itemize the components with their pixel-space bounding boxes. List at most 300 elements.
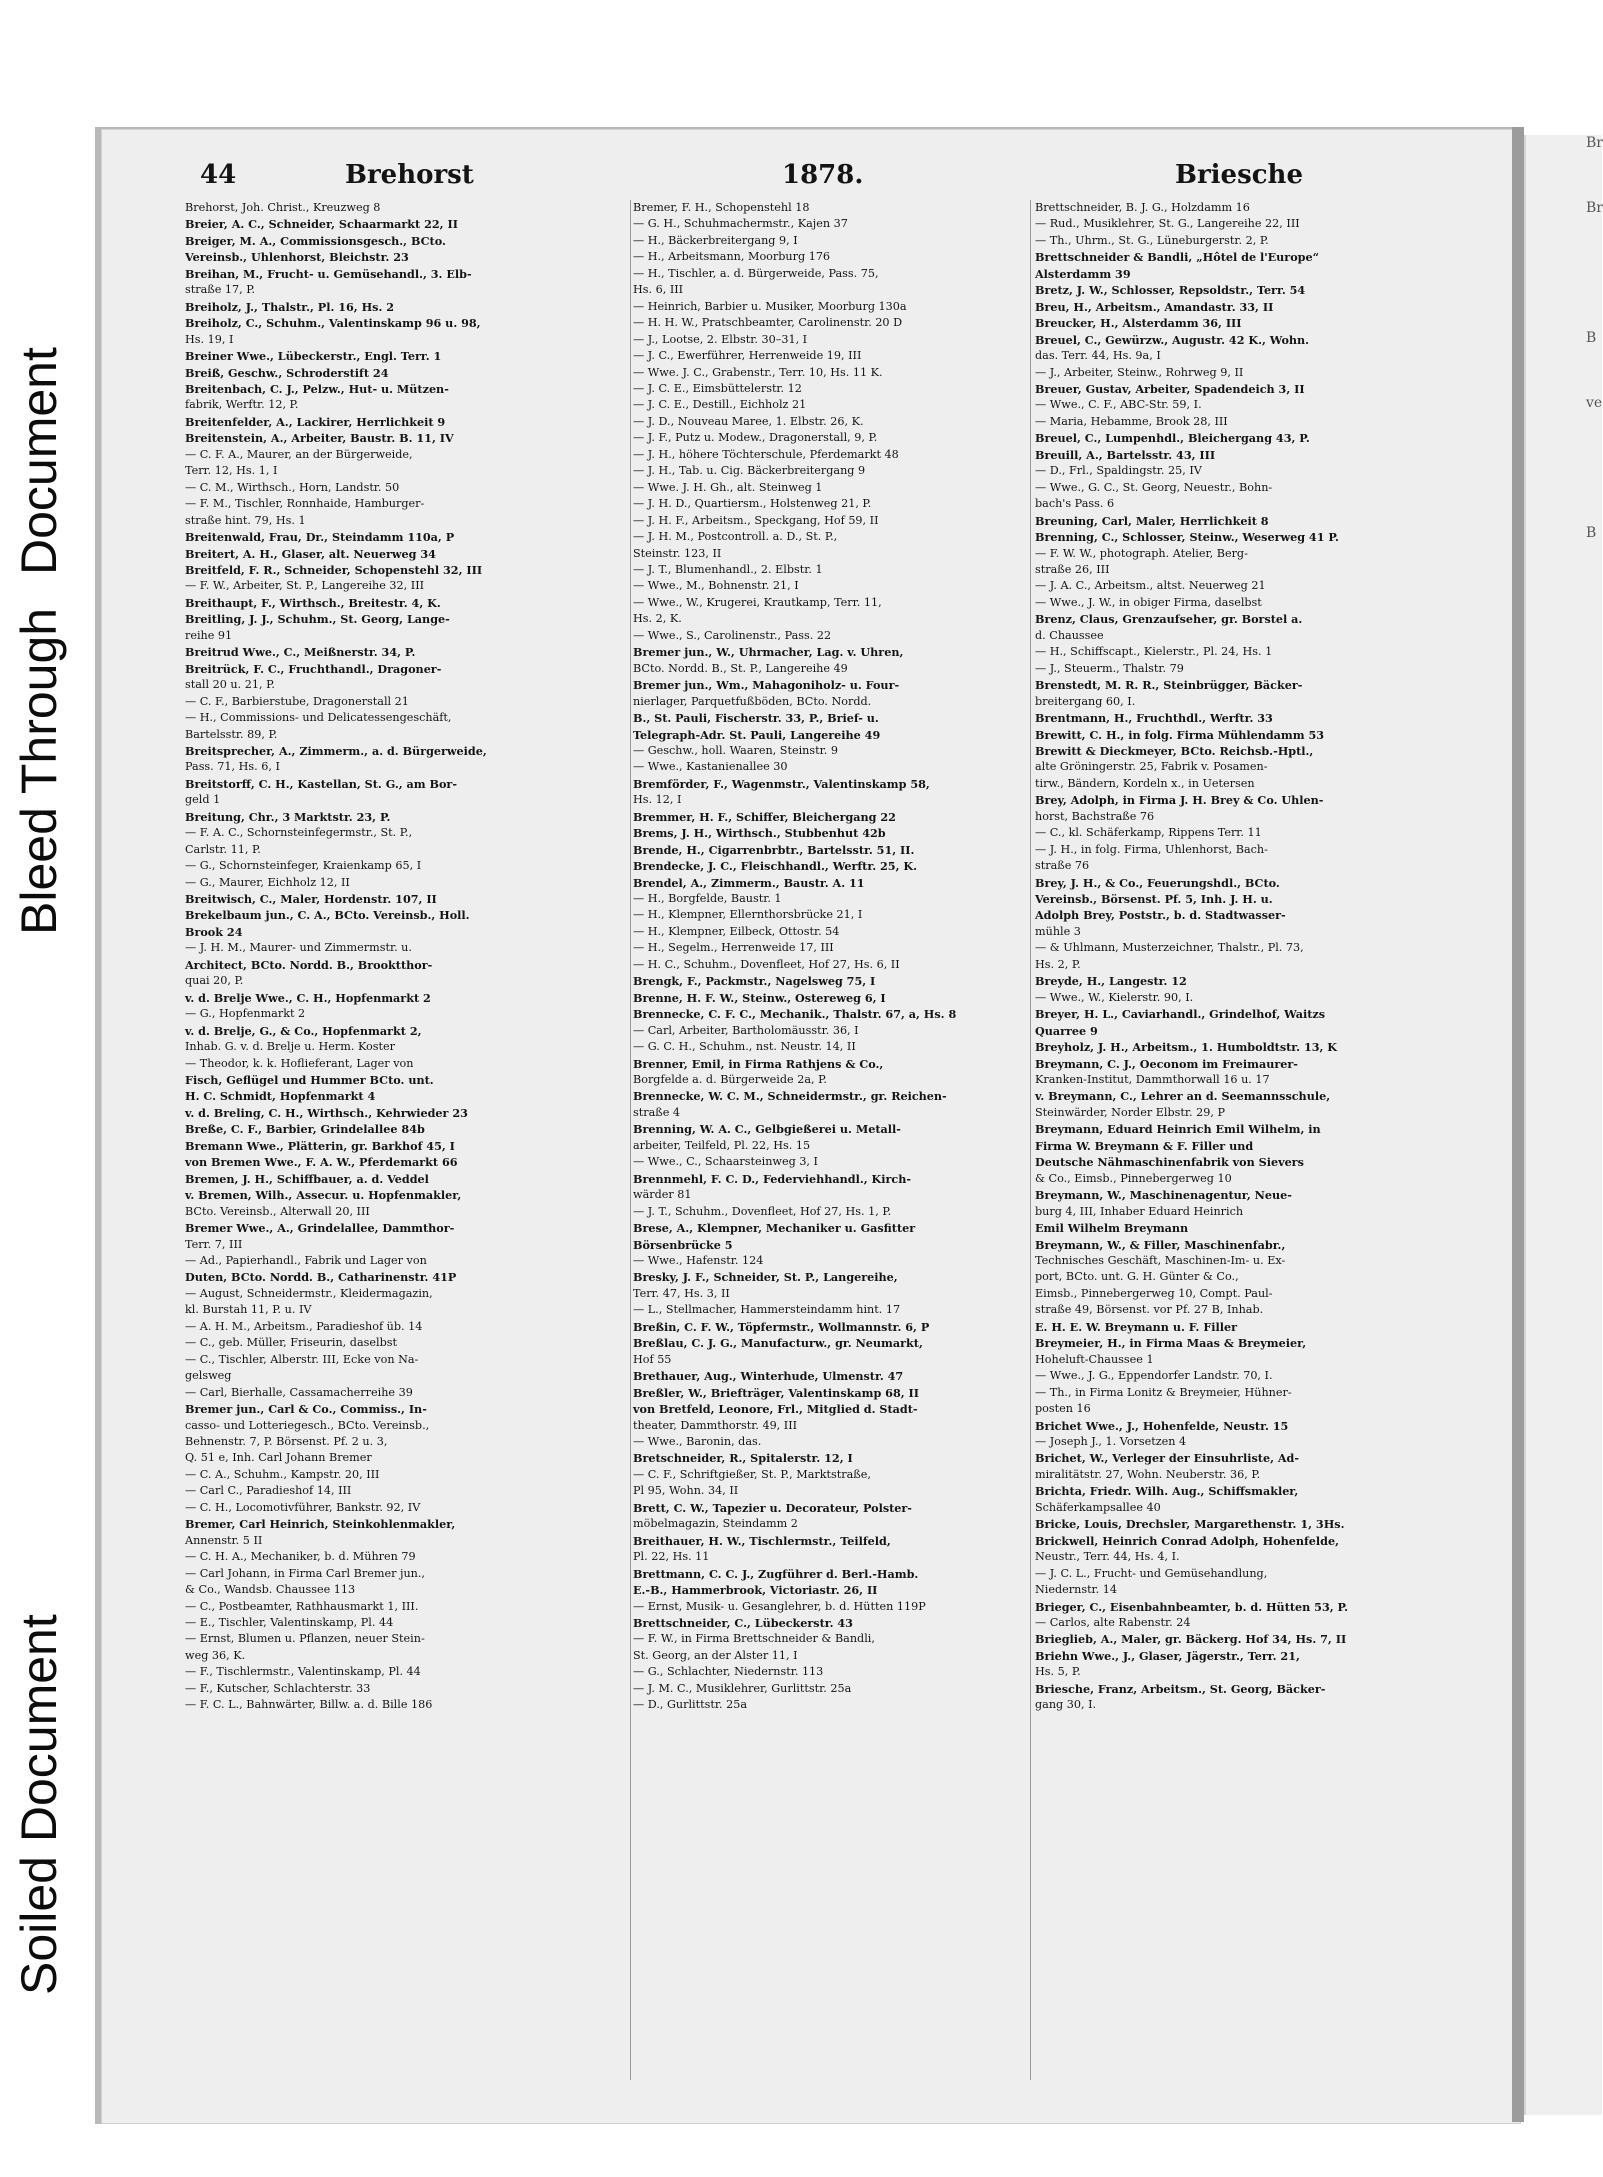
directory-entry: Alsterdamm 39 <box>1035 266 1131 281</box>
directory-entry: — H., Klempner, Ellernthorsbrücke 21, I <box>633 908 863 922</box>
directory-entry: BCto. Nordd. B., St. P., Langereihe 49 <box>633 661 848 675</box>
directory-entry: Bresky, J. F., Schneider, St. P., Langereihe, <box>633 1270 898 1285</box>
directory-entry: Breiger, M. A., Commissionsgesch., BCto. <box>185 233 446 248</box>
next-page-fragment <box>1526 915 1602 980</box>
directory-entry: Terr. 47, Hs. 3, II <box>633 1286 730 1300</box>
directory-entry: straße 26, III <box>1035 562 1110 576</box>
directory-entry: Hs. 19, I <box>185 332 234 346</box>
directory-entry: Brichet Wwe., J., Hohenfelde, Neustr. 15 <box>1035 1418 1289 1433</box>
directory-entry: straße 4 <box>633 1105 681 1119</box>
directory-entry: Bremann Wwe., Plätterin, gr. Barkhof 45, I <box>185 1138 455 1153</box>
directory-entry: — C., kl. Schäferkamp, Rippens Terr. 11 <box>1035 826 1262 840</box>
directory-entry: — Wwe., J. G., Eppendorfer Landstr. 70, I. <box>1035 1369 1273 1383</box>
directory-entry: B., St. Pauli, Fischerstr. 33, P., Brief- u. <box>633 711 879 726</box>
directory-entry: — Ernst, Musik- u. Gesanglehrer, b. d. Hütten 119P <box>633 1599 926 1613</box>
directory-entry: Brett, C. W., Tapezier u. Decorateur, Polster- <box>633 1500 912 1515</box>
directory-entry: Breithaupt, F., Wirthsch., Breitestr. 4, K. <box>185 595 441 610</box>
directory-entry: — Carl, Arbeiter, Bartholomäusstr. 36, I <box>633 1023 859 1037</box>
directory-entry: Brendel, A., Zimmerm., Baustr. A. 11 <box>633 875 865 890</box>
directory-entry: miralitätstr. 27, Wohn. Neuberstr. 36, P. <box>1035 1467 1261 1481</box>
directory-entry: — Wwe., Baronin, das. <box>633 1434 762 1448</box>
directory-entry: Brettschneider, C., Lübeckerstr. 43 <box>633 1615 853 1630</box>
directory-entry: Emil Wilhelm Breymann <box>1035 1221 1189 1236</box>
directory-entry: Brewitt & Dieckmeyer, BCto. Reichsb.-Hptl., <box>1035 743 1314 758</box>
directory-entry: Breitenfelder, A., Lackirer, Herrlichkeit 9 <box>185 414 446 429</box>
directory-entry: Briehn Wwe., J., Glaser, Jägerstr., Terr. 21, <box>1035 1648 1300 1663</box>
directory-entry: Breymann, Eduard Heinrich Emil Wilhelm, in <box>1035 1122 1321 1137</box>
next-page-edge <box>1524 135 1602 2115</box>
directory-entry: — Wwe., C., Schaarsteinweg 3, I <box>633 1155 818 1169</box>
directory-entry: Breiholz, J., Thalstr., Pl. 16, Hs. 2 <box>185 299 395 314</box>
next-page-fragment: B <box>1586 525 1597 541</box>
directory-entry: — F. W. W., photograph. Atelier, Berg- <box>1035 546 1248 560</box>
directory-entry: Breyholz, J. H., Arbeitsm., 1. Humboldtstr. 13, K <box>1035 1040 1338 1055</box>
directory-entry: Brettschneider & Bandli, „Hôtel de l'Europe“ <box>1035 250 1320 265</box>
directory-entry: Bremer jun., Carl & Co., Commiss., In- <box>185 1402 427 1417</box>
directory-entry: Bremer Wwe., A., Grindelallee, Dammthor- <box>185 1221 455 1236</box>
year-heading: 1878. <box>782 160 864 190</box>
directory-entry: — C., Tischler, Alberstr. III, Ecke von Na- <box>185 1352 419 1366</box>
directory-entry: Breitenwald, Frau, Dr., Steindamm 110a, P <box>185 530 455 545</box>
directory-entry: Brichta, Friedr. Wilh. Aug., Schiffsmakler, <box>1035 1484 1299 1499</box>
directory-entry: — Carl, Bierhalle, Cassamacherreihe 39 <box>185 1385 413 1399</box>
directory-entry: — J. H. D., Quartiersm., Holstenweg 21, P. <box>633 497 872 511</box>
directory-entry: Breymann, W., Maschinenagentur, Neue- <box>1035 1188 1292 1203</box>
directory-entry: burg 4, III, Inhaber Eduard Heinrich <box>1035 1204 1244 1218</box>
directory-entry: nierlager, Parquetfußböden, BCto. Nordd. <box>633 694 872 708</box>
directory-entry: Breymeier, H., in Firma Maas & Breymeier, <box>1035 1336 1307 1351</box>
directory-entry: Brenstedt, M. R. R., Steinbrügger, Bäcker- <box>1035 678 1303 693</box>
directory-entry: tirw., Bändern, Kordeln x., in Uetersen <box>1035 776 1255 790</box>
right-keyword: Briesche <box>1175 160 1304 190</box>
directory-entry: Hs. 5, P. <box>1035 1665 1081 1679</box>
directory-entry: — J. C. E., Destill., Eichholz 21 <box>633 398 807 412</box>
directory-entry: Breitsprecher, A., Zimmerm., a. d. Bürgerweide, <box>185 743 487 758</box>
directory-entry: casso- und Lotteriegesch., BCto. Vereinsb., <box>185 1418 430 1432</box>
next-page-fragment <box>1526 720 1602 785</box>
directory-entry: Brehorst, Joh. Christ., Kreuzweg 8 <box>185 201 381 214</box>
directory-entry: Brewitt, C. H., in folg. Firma Mühlendamm 53 <box>1035 727 1325 742</box>
directory-entry: — Carl Johann, in Firma Carl Bremer jun., <box>185 1566 425 1580</box>
directory-entry: — D., Frl., Spaldingstr. 25, IV <box>1035 464 1202 478</box>
directory-entry: Breuel, C., Gewürzw., Augustr. 42 K., Wohn. <box>1035 332 1310 347</box>
directory-entry: Brey, J. H., & Co., Feuerungshdl., BCto. <box>1035 875 1280 890</box>
next-page-fragment: Br <box>1586 135 1603 151</box>
directory-entry: Breyde, H., Langestr. 12 <box>1035 974 1187 989</box>
directory-entry: Breuel, C., Lumpenhdl., Bleichergang 43, P. <box>1035 431 1310 446</box>
directory-entry: straße 49, Börsenst. vor Pf. 27 B, Inhab. <box>1035 1303 1264 1317</box>
directory-entry: — H., Bäckerbreitergang 9, I <box>633 233 798 247</box>
directory-entry: Brennecke, C. F. C., Mechanik., Thalstr. 67, a, Hs. 8 <box>633 1007 957 1022</box>
directory-entry: Brese, A., Klempner, Mechaniker u. Gasfitter <box>633 1221 916 1236</box>
directory-entry: — C. M., Wirthsch., Horn, Landstr. 50 <box>185 480 400 494</box>
directory-entry: — C. F., Schriftgießer, St. P., Marktstraße, <box>633 1467 871 1481</box>
directory-entry: Brentmann, H., Fruchthdl., Werftr. 33 <box>1035 711 1273 726</box>
directory-entry: E. H. E. W. Breymann u. F. Filler <box>1035 1319 1238 1334</box>
directory-entry: das. Terr. 44, Hs. 9a, I <box>1035 349 1161 363</box>
directory-entry: — Wwe., C. F., ABC-Str. 59, I. <box>1035 398 1202 412</box>
directory-entry: Börsenbrücke 5 <box>633 1237 733 1252</box>
directory-entry: — Ernst, Blumen u. Pflanzen, neuer Stein- <box>185 1632 425 1646</box>
directory-entry: Brennecke, W. C. M., Schneidermstr., gr. Reichen- <box>633 1089 947 1104</box>
directory-entry: — C., Postbeamter, Rathhausmarkt 1, III. <box>185 1599 419 1613</box>
next-page-fragment: Br <box>1586 200 1603 216</box>
directory-entry: Adolph Brey, Poststr., b. d. Stadtwasser- <box>1035 908 1286 923</box>
directory-entry: Bartelsstr. 89, P. <box>185 727 278 741</box>
directory-entry: Breitrud Wwe., C., Meißnerstr. 34, P. <box>185 645 416 660</box>
directory-entry: — Joseph J., 1. Vorsetzen 4 <box>1035 1434 1187 1448</box>
directory-entry: — Geschw., holl. Waaren, Steinstr. 9 <box>633 743 838 757</box>
stamp-document: Document <box>11 347 67 575</box>
directory-entry: — Wwe. J. H. Gh., alt. Steinweg 1 <box>633 480 823 494</box>
directory-entry: theater, Dammthorstr. 49, III <box>633 1418 798 1432</box>
directory-entry: — C. F. A., Maurer, an der Bürgerweide, <box>185 447 413 461</box>
directory-entry: Breymann, W., & Filler, Maschinenfabr., <box>1035 1237 1286 1252</box>
directory-entry: — J. T., Blumenhandl., 2. Elbstr. 1 <box>633 562 823 576</box>
directory-entry: Terr. 12, Hs. 1, I <box>185 464 278 478</box>
directory-entry: Breßlau, C. J. G., Manufacturw., gr. Neumarkt, <box>633 1336 923 1351</box>
directory-entry: Breuning, Carl, Maler, Herrlichkeit 8 <box>1035 513 1269 528</box>
directory-entry: d. Chaussee <box>1035 628 1104 642</box>
directory-entry: — J. H. F., Arbeitsm., Speckgang, Hof 59, II <box>633 513 879 527</box>
directory-entry: — J. H. M., Maurer- und Zimmermstr. u. <box>185 941 412 955</box>
directory-entry: — J. C. E., Eimsbüttelerstr. 12 <box>633 381 802 395</box>
directory-entry: v. d. Brelje Wwe., C. H., Hopfenmarkt 2 <box>185 990 431 1005</box>
directory-entry: Bricke, Louis, Drechsler, Margarethenstr. 1, 3Hs. <box>1035 1517 1345 1532</box>
directory-entry: Terr. 7, III <box>185 1237 243 1251</box>
directory-entry: Q. 51 e, Inh. Carl Johann Bremer <box>185 1451 372 1465</box>
side-stamp <box>0 347 70 2025</box>
directory-entry: Inhab. G. v. d. Brelje u. Herm. Koster <box>185 1040 395 1054</box>
directory-entry: — F. A. C., Schornsteinfegermstr., St. P., <box>185 826 413 840</box>
directory-entry: — J. H. M., Postcontroll. a. D., St. P., <box>633 530 838 544</box>
directory-entry: Breitling, J. J., Schuhm., St. Georg, Lange- <box>185 612 450 627</box>
directory-entry: Niedernstr. 14 <box>1035 1583 1118 1597</box>
directory-entry: — J. D., Nouveau Maree, 1. Elbstr. 26, K. <box>633 414 864 428</box>
directory-entry: — Wwe., W., Krugerei, Krautkamp, Terr. 11, <box>633 595 882 609</box>
directory-entry: H. C. Schmidt, Hopfenmarkt 4 <box>185 1089 376 1104</box>
directory-entry: — H., Klempner, Eilbeck, Ottostr. 54 <box>633 924 840 938</box>
directory-entry: — H., Segelm., Herrenweide 17, III <box>633 941 834 955</box>
directory-entry: — G., Schlachter, Niedernstr. 113 <box>633 1665 824 1679</box>
directory-entry: Breitert, A. H., Glaser, alt. Neuerweg 34 <box>185 546 436 561</box>
directory-entry: Breitrück, F. C., Fruchthandl., Dragoner- <box>185 661 442 676</box>
directory-entry: — H., Tischler, a. d. Bürgerweide, Pass. 75, <box>633 266 879 280</box>
directory-entry: gang 30, I. <box>1035 1698 1097 1712</box>
directory-entry: — C., geb. Müller, Friseurin, daselbst <box>185 1336 397 1350</box>
directory-entry: posten 16 <box>1035 1402 1091 1416</box>
directory-entry: Kranken-Institut, Dammthorwall 16 u. 17 <box>1035 1073 1270 1087</box>
directory-entry: Breße, C. F., Barbier, Grindelallee 84b <box>185 1122 425 1137</box>
directory-entry: Bremer jun., W., Uhrmacher, Lag. v. Uhren, <box>633 645 904 660</box>
directory-entry: Breyer, H. L., Caviarhandl., Grindelhof, Waitzs <box>1035 1007 1326 1022</box>
directory-entry: Breitstorff, C. H., Kastellan, St. G., am Bor- <box>185 776 457 791</box>
directory-entry: & Co., Wandsb. Chaussee 113 <box>185 1583 356 1597</box>
directory-entry: Borgfelde a. d. Bürgerweide 2a, P. <box>633 1073 827 1087</box>
directory-entry: — Wwe., Kastanienallee 30 <box>633 760 788 774</box>
directory-entry: reihe 91 <box>185 628 233 642</box>
stamp-soiled-document: Soiled Document <box>11 1614 67 1995</box>
directory-entry: horst, Bachstraße 76 <box>1035 809 1155 823</box>
directory-entry: Pass. 71, Hs. 6, I <box>185 760 280 774</box>
directory-entry: Brethauer, Aug., Winterhude, Ulmenstr. 47 <box>633 1369 904 1384</box>
directory-entry: Breitenbach, C. J., Pelzw., Hut- u. Mützen- <box>185 381 449 396</box>
directory-entry: kl. Burstah 11, P. u. IV <box>185 1303 312 1317</box>
directory-entry: — Wwe., J. W., in obiger Firma, daselbst <box>1035 595 1262 609</box>
directory-entry: Annenstr. 5 II <box>185 1533 263 1547</box>
directory-entry: Brenz, Claus, Grenzaufseher, gr. Borstel a. <box>1035 612 1303 627</box>
next-page-fragment <box>1526 590 1602 655</box>
directory-entry: Breucker, H., Alsterdamm 36, III <box>1035 316 1242 331</box>
directory-entry: straße 17, P. <box>185 283 256 297</box>
directory-entry: Brey, Adolph, in Firma J. H. Brey & Co. Uhlen- <box>1035 793 1324 808</box>
directory-entry: Hs. 2, K. <box>633 612 682 626</box>
directory-entry: — Rud., Musiklehrer, St. G., Langereihe 22, III <box>1035 217 1300 231</box>
directory-entry: stall 20 u. 21, P. <box>185 678 275 692</box>
directory-entry: Breitfeld, F. R., Schneider, Schopenstehl 32, III <box>185 562 483 577</box>
directory-entry: — F. M., Tischler, Ronnhaide, Hamburger- <box>185 497 425 511</box>
directory-entry: Brenne, H. F. W., Steinw., Ostereweg 6, I <box>633 990 886 1005</box>
next-page-fragment <box>1526 265 1602 330</box>
directory-entry: Vereinsb., Uhlenhorst, Bleichstr. 23 <box>185 250 409 265</box>
directory-entry: — J. H., höhere Töchterschule, Pferdemarkt 48 <box>633 447 899 461</box>
directory-entry: — G. C. H., Schuhm., nst. Neustr. 14, II <box>633 1040 856 1054</box>
directory-entry: Hoheluft-Chaussee 1 <box>1035 1352 1154 1366</box>
directory-entry: — H., Borgfelde, Baustr. 1 <box>633 892 782 906</box>
directory-column-left <box>185 200 625 1714</box>
directory-entry: Brettmann, C. C. J., Zugführer d. Berl.-Hamb. <box>633 1566 919 1581</box>
directory-entry: Hs. 12, I <box>633 793 682 807</box>
directory-entry: — F. W., Arbeiter, St. P., Langereihe 32, III <box>185 579 425 593</box>
directory-entry: Steinwärder, Norder Elbstr. 29, P <box>1035 1105 1225 1119</box>
directory-entry: quai 20, P. <box>185 974 244 988</box>
directory-entry: — H., Schiffscapt., Kielerstr., Pl. 24, Hs. 1 <box>1035 645 1273 659</box>
directory-entry: — C. A., Schuhm., Kampstr. 20, III <box>185 1467 380 1481</box>
directory-entry: & Co., Eimsb., Pinnebergerweg 10 <box>1035 1171 1232 1185</box>
directory-entry: möbelmagazin, Steindamm 2 <box>633 1517 798 1531</box>
directory-entry: Hof 55 <box>633 1352 672 1366</box>
directory-entry: Breiner Wwe., Lübeckerstr., Engl. Terr. 1 <box>185 349 442 364</box>
directory-entry: — Wwe., W., Kielerstr. 90, I. <box>1035 990 1194 1004</box>
directory-entry: — G., Schornsteinfeger, Kraienkamp 65, I <box>185 859 422 873</box>
directory-entry: — J. T., Schuhm., Dovenfleet, Hof 27, Hs. 1, P. <box>633 1204 892 1218</box>
directory-entry: — G., Hopfenmarkt 2 <box>185 1007 306 1021</box>
directory-entry: Brenner, Emil, in Firma Rathjens & Co., <box>633 1056 884 1071</box>
directory-entry: — Maria, Hebamme, Brook 28, III <box>1035 414 1228 428</box>
directory-entry: wärder 81 <box>633 1188 692 1202</box>
directory-entry: — J. H., Tab. u. Cig. Bäckerbreitergang 9 <box>633 464 866 478</box>
directory-entry: Bremer, F. H., Schopenstehl 18 <box>633 201 810 214</box>
directory-entry: — Carl C., Paradieshof 14, III <box>185 1484 352 1498</box>
directory-entry: Bremmer, H. F., Schiffer, Bleichergang 22 <box>633 809 896 824</box>
book-gutter <box>1512 127 1524 2122</box>
next-page-fragment <box>1526 785 1602 850</box>
directory-entry: Behnenstr. 7, P. Börsenst. Pf. 2 u. 3, <box>185 1434 388 1448</box>
directory-entry: Breuill, A., Bartelsstr. 43, III <box>1035 447 1216 462</box>
directory-entry: Breihan, M., Frucht- u. Gemüsehandl., 3. Elb- <box>185 266 472 281</box>
directory-entry: bach's Pass. 6 <box>1035 497 1115 511</box>
directory-entry: Breitwisch, C., Maler, Hordenstr. 107, II <box>185 892 437 907</box>
directory-entry: Steinstr. 123, II <box>633 546 722 560</box>
directory-entry: Bremen, J. H., Schiffbauer, a. d. Veddel <box>185 1171 429 1186</box>
directory-entry: Bremer jun., Wm., Mahagoniholz- u. Four- <box>633 678 900 693</box>
directory-entry: — L., Stellmacher, Hammersteindamm hint. 17 <box>633 1303 901 1317</box>
directory-entry: — J. H., in folg. Firma, Uhlenhorst, Bach- <box>1035 842 1268 856</box>
directory-entry: Bremer, Carl Heinrich, Steinkohlenmakler, <box>185 1517 456 1532</box>
next-page-fragment <box>1526 1110 1602 1175</box>
directory-entry: — D., Gurlittstr. 25a <box>633 1698 747 1712</box>
next-page-fragment <box>1526 1045 1602 1110</box>
directory-entry: — H., Arbeitsmann, Moorburg 176 <box>633 250 831 264</box>
directory-entry: v. Bremen, Wilh., Assecur. u. Hopfenmakler, <box>185 1188 462 1203</box>
directory-entry: v. Breymann, C., Lehrer an d. Seemannsschule, <box>1035 1089 1331 1104</box>
directory-entry: Pl 95, Wohn. 34, II <box>633 1484 739 1498</box>
directory-entry: — Theodor, k. k. Hoflieferant, Lager von <box>185 1056 414 1070</box>
directory-entry: — F. C. L., Bahnwärter, Billw. a. d. Bille 186 <box>185 1698 433 1712</box>
directory-entry: gelsweg <box>185 1369 232 1383</box>
directory-entry: — Wwe., G. C., St. Georg, Neuestr., Bohn- <box>1035 480 1273 494</box>
directory-entry: von Bretfeld, Leonore, Frl., Mitglied d. Stadt- <box>633 1402 918 1417</box>
page-number: 44 <box>200 160 237 190</box>
directory-entry: — H. C., Schuhm., Dovenfleet, Hof 27, Hs. 6, II <box>633 957 900 971</box>
directory-entry: — J., Steuerm., Thalstr. 79 <box>1035 661 1184 675</box>
directory-entry: — J. F., Putz u. Modew., Dragonerstall, 9, P. <box>633 431 878 445</box>
directory-entry: Breuer, Gustav, Arbeiter, Spadendeich 3, II <box>1035 381 1305 396</box>
directory-entry: — A. H. M., Arbeitsm., Paradieshof üb. 14 <box>185 1319 423 1333</box>
directory-entry: Bretz, J. W., Schlosser, Repsoldstr., Terr. 54 <box>1035 283 1306 298</box>
directory-entry: Firma W. Breymann & F. Filler und <box>1035 1138 1254 1153</box>
directory-entry: — C. H., Locomotivführer, Bankstr. 92, IV <box>185 1500 421 1514</box>
directory-entry: Breiholz, C., Schuhm., Valentinskamp 96 u. 98, <box>185 316 481 331</box>
directory-entry: von Bremen Wwe., F. A. W., Pferdemarkt 66 <box>185 1155 458 1170</box>
directory-entry: Breu, H., Arbeitsm., Amandastr. 33, II <box>1035 299 1274 314</box>
directory-entry: Breitenstein, A., Arbeiter, Baustr. B. 11, IV <box>185 431 454 446</box>
directory-entry: — H. H. W., Pratschbeamter, Carolinenstr. 20 D <box>633 316 903 330</box>
directory-entry: alte Gröningerstr. 25, Fabrik v. Posamen- <box>1035 760 1268 774</box>
directory-entry: — G. H., Schuhmachermstr., Kajen 37 <box>633 217 848 231</box>
directory-entry: Architect, BCto. Nordd. B., Brooktthor- <box>185 957 433 972</box>
directory-entry: Brickwell, Heinrich Conrad Adolph, Hohenfelde, <box>1035 1533 1340 1548</box>
directory-entry: Brieglieb, A., Maler, gr. Bäckerg. Hof 34, Hs. 7, II <box>1035 1632 1347 1647</box>
directory-entry: weg 36, K. <box>185 1648 246 1662</box>
directory-entry: — H., Commissions- und Delicatessengeschäft, <box>185 711 452 725</box>
directory-entry: Brook 24 <box>185 924 243 939</box>
directory-entry: — Th., Uhrm., St. G., Lüneburgerstr. 2, P. <box>1035 233 1269 247</box>
directory-entry: v. d. Breling, C. H., Wirthsch., Kehrwieder 23 <box>185 1105 468 1120</box>
directory-entry: — E., Tischler, Valentinskamp, Pl. 44 <box>185 1615 394 1629</box>
next-page-fragment <box>1526 850 1602 915</box>
directory-entry: Carlstr. 11, P. <box>185 842 261 856</box>
directory-entry: Briesche, Franz, Arbeitsm., St. Georg, Bäcker- <box>1035 1681 1326 1696</box>
column-divider <box>630 200 631 2080</box>
directory-entry: Brichet, W., Verleger der Einsuhrliste, Ad- <box>1035 1451 1300 1466</box>
directory-entry: v. d. Brelje, G., & Co., Hopfenmarkt 2, <box>185 1023 422 1038</box>
directory-entry: — Heinrich, Barbier u. Musiker, Moorburg 130a <box>633 299 907 313</box>
directory-entry: — Ad., Papierhandl., Fabrik und Lager von <box>185 1254 427 1267</box>
directory-entry: Bremförder, F., Wagenmstr., Valentinskamp 58, <box>633 776 930 791</box>
directory-entry: Technisches Geschäft, Maschinen-Im- u. Ex- <box>1035 1254 1286 1267</box>
directory-entry: Duten, BCto. Nordd. B., Catharinenstr. 41P <box>185 1270 457 1285</box>
directory-entry: Breßler, W., Briefträger, Valentinskamp 68, II <box>633 1385 919 1400</box>
directory-entry: Brettschneider, B. J. G., Holzdamm 16 <box>1035 201 1250 214</box>
column-divider <box>1030 200 1031 2080</box>
directory-entry: — Wwe., Hafenstr. 124 <box>633 1254 764 1267</box>
directory-entry: Breitung, Chr., 3 Marktstr. 23, P. <box>185 809 391 824</box>
directory-entry: — F., Tischlermstr., Valentinskamp, Pl. 44 <box>185 1665 421 1679</box>
directory-entry: Breier, A. C., Schneider, Schaarmarkt 22, II <box>185 217 458 232</box>
directory-entry: — Wwe., M., Bohnenstr. 21, I <box>633 579 799 593</box>
directory-entry: Breymann, C. J., Oeconom im Freimaurer- <box>1035 1056 1298 1071</box>
directory-entry: — C. H. A., Mechaniker, b. d. Mühren 79 <box>185 1550 416 1564</box>
directory-entry: — J., Arbeiter, Steinw., Rohrweg 9, II <box>1035 365 1244 379</box>
directory-entry: — J. C., Ewerführer, Herrenweide 19, III <box>633 349 862 363</box>
directory-entry: — J. A. C., Arbeitsm., altst. Neuerweg 21 <box>1035 579 1266 593</box>
directory-entry: Neustr., Terr. 44, Hs. 4, I. <box>1035 1550 1180 1564</box>
directory-entry: Brekelbaum jun., C. A., BCto. Vereinsb., Holl. <box>185 908 470 923</box>
directory-entry: Eimsb., Pinnebergerweg 10, Compt. Paul- <box>1035 1286 1273 1300</box>
directory-entry: — G., Maurer, Eichholz 12, II <box>185 875 350 889</box>
directory-entry: — Wwe. J. C., Grabenstr., Terr. 10, Hs. 11 K. <box>633 365 883 379</box>
next-page-fragment <box>1526 655 1602 720</box>
directory-entry: Hs. 6, III <box>633 283 684 297</box>
directory-entry: Hs. 2, P. <box>1035 957 1081 971</box>
stamp-bleed-through: Bleed Through <box>11 607 67 935</box>
directory-entry: — F., Kutscher, Schlachterstr. 33 <box>185 1681 371 1695</box>
directory-entry: — Wwe., S., Carolinenstr., Pass. 22 <box>633 628 832 642</box>
next-page-fragment: ve <box>1586 395 1603 411</box>
directory-entry: Breiß, Geschw., Schroderstift 24 <box>185 365 389 380</box>
directory-entry: St. Georg, an der Alster 11, I <box>633 1648 798 1662</box>
directory-entry: fabrik, Werftr. 12, P. <box>185 398 299 412</box>
directory-entry: Fisch, Geflügel und Hummer BCto. unt. <box>185 1073 434 1088</box>
directory-entry: geld 1 <box>185 793 221 807</box>
directory-entry: Telegraph-Adr. St. Pauli, Langereihe 49 <box>633 727 881 742</box>
directory-entry: Schäferkampsallee 40 <box>1035 1500 1161 1514</box>
directory-entry: — J., Lootse, 2. Elbstr. 30–31, I <box>633 332 808 346</box>
directory-entry: E.-B., Hammerbrook, Victoriastr. 26, II <box>633 1583 878 1598</box>
next-page-fragment <box>1526 460 1602 525</box>
directory-entry: — August, Schneidermstr., Kleidermagazin, <box>185 1286 433 1300</box>
left-keyword: Brehorst <box>345 160 474 190</box>
directory-entry: breitergang 60, I. <box>1035 694 1136 708</box>
directory-entry: Vereinsb., Börsenst. Pf. 5, Inh. J. H. u. <box>1035 892 1273 907</box>
directory-entry: Deutsche Nähmaschinenfabrik von Sievers <box>1035 1155 1304 1170</box>
directory-entry: Brenning, W. A. C., Gelbgießerei u. Metall- <box>633 1122 901 1137</box>
directory-entry: — J. M. C., Musiklehrer, Gurlittstr. 25a <box>633 1681 852 1695</box>
directory-entry: port, BCto. unt. G. H. Günter & Co., <box>1035 1270 1239 1284</box>
directory-entry: Breithauer, H. W., Tischlermstr., Teilfeld, <box>633 1533 891 1548</box>
directory-column-right <box>1035 200 1475 1714</box>
directory-entry: Brendecke, J. C., Fleischhandl., Werftr. 25, K. <box>633 859 917 874</box>
directory-entry: — F. W., in Firma Brettschneider & Bandli, <box>633 1632 875 1646</box>
directory-entry: Brennmehl, F. C. D., Federviehhandl., Kirch- <box>633 1171 911 1186</box>
directory-entry: straße hint. 79, Hs. 1 <box>185 513 306 527</box>
directory-entry: Brems, J. H., Wirthsch., Stubbenhut 42b <box>633 826 886 841</box>
directory-entry: Brengk, F., Packmstr., Nagelsweg 75, I <box>633 974 876 989</box>
directory-entry: BCto. Vereinsb., Alterwall 20, III <box>185 1204 370 1218</box>
directory-entry: Brieger, C., Eisenbahnbeamter, b. d. Hütten 53, P. <box>1035 1599 1348 1614</box>
directory-entry: Bretschneider, R., Spitalerstr. 12, I <box>633 1451 853 1466</box>
directory-entry: straße 76 <box>1035 859 1090 873</box>
directory-entry: — C. F., Barbierstube, Dragonerstall 21 <box>185 694 409 708</box>
directory-entry: — & Uhlmann, Musterzeichner, Thalstr., Pl. 73, <box>1035 941 1304 955</box>
directory-entry: mühle 3 <box>1035 924 1081 938</box>
directory-entry: Pl. 22, Hs. 11 <box>633 1550 710 1564</box>
directory-entry: arbeiter, Teilfeld, Pl. 22, Hs. 15 <box>633 1138 811 1152</box>
directory-entry: — Th., in Firma Lonitz & Breymeier, Hühner- <box>1035 1385 1292 1399</box>
directory-entry: Breßin, C. F. W., Töpfermstr., Wollmannstr. 6, P <box>633 1319 930 1334</box>
directory-entry: Brende, H., Cigarrenbrbtr., Bartelsstr. 51, II. <box>633 842 915 857</box>
